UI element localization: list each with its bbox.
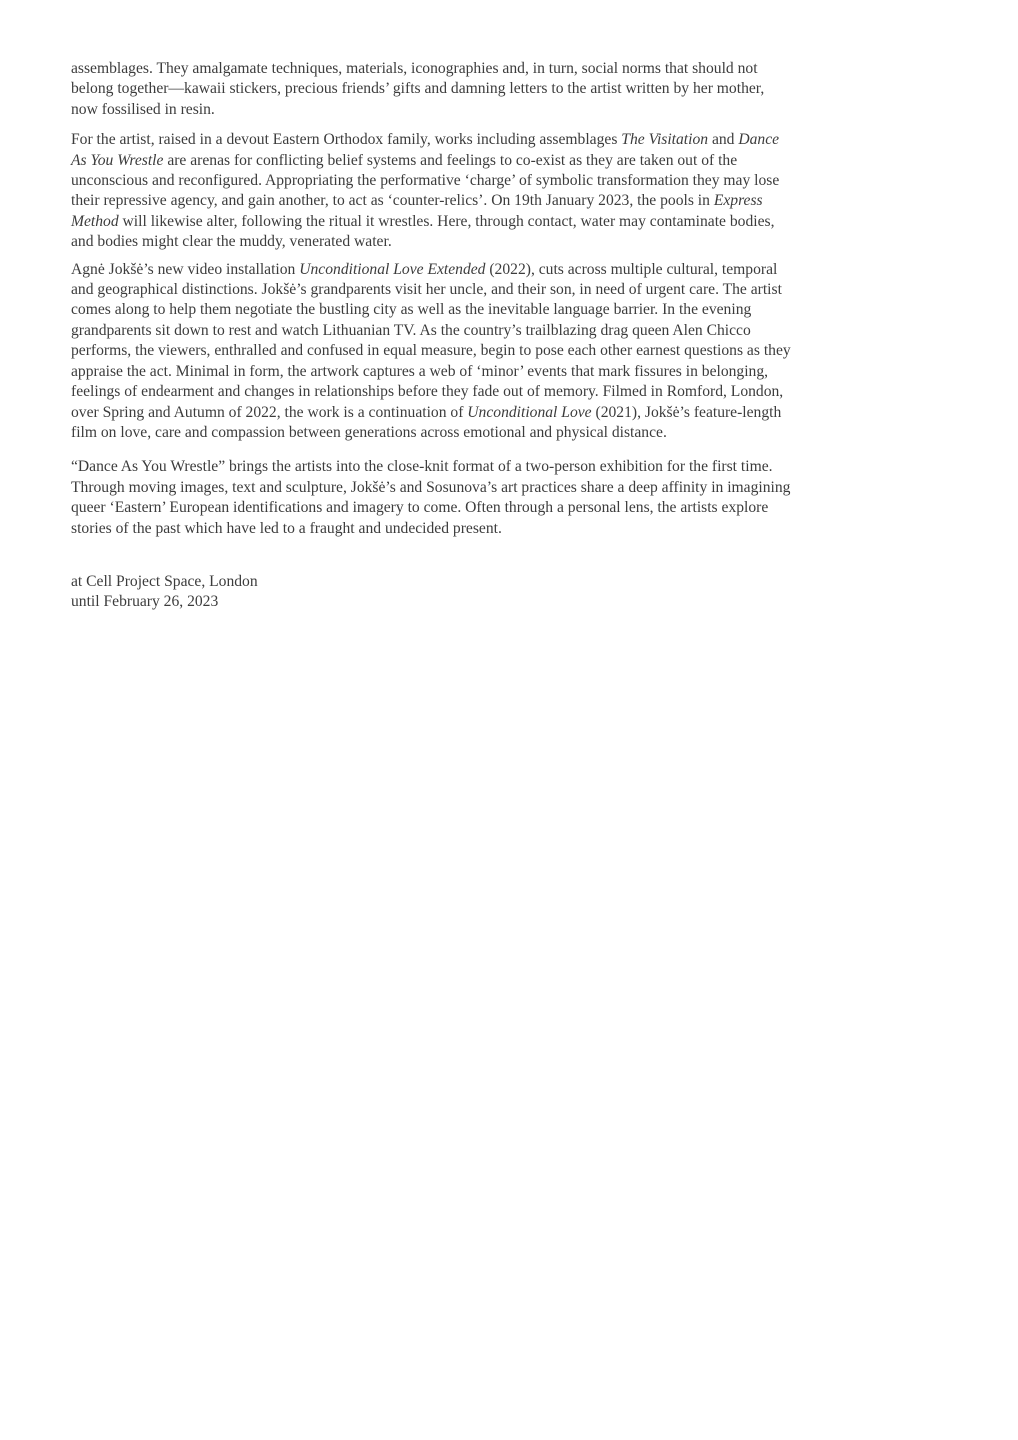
paragraph-video-installation <box>71 260 791 444</box>
text-run: (2021), Jokšė’s feature-length film on love, care and compassion between generations across emotional and physical distance. <box>71 403 782 441</box>
text-run: are arenas for conflicting belief systems and feelings to co-exist as they are taken out of the unconscious and reconfigured. Appropriating the performative ‘charge’ of symbolic transformation they may lose their repressive agency, and gain another, to act as ‘counter-relics’. On 19th January 2023, the pools in <box>71 151 780 210</box>
text-run: For the artist, raised in a devout Eastern Orthodox family, works including assemblages <box>71 131 622 149</box>
work-title-unconditional-love-extended: Unconditional Love Extended <box>299 260 486 278</box>
article-body <box>71 59 791 613</box>
venue-line: at Cell Project Space, London <box>71 572 258 590</box>
dates-line: until February 26, 2023 <box>71 593 219 611</box>
text-run: will likewise alter, following the ritual it wrestles. Here, through contact, water may contaminate bodies, and bodies might clear the muddy, venerated water. <box>71 212 775 251</box>
text-run: and <box>708 131 739 149</box>
text-run: Agnė Jokšė’s new video installation <box>71 260 300 278</box>
paragraph-exhibition-summary: “Dance As You Wrestle” brings the artists into the close-knit format of a two-person exhibition for the first time. Through moving images, text and sculpture, Jokšė’s and Sosunova’s art practices share a deep affinity in imagining queer ‘Eastern’ European identifications and imagery to come. Often through a personal lens, the artists explore stories of the past which have led to a fraught and undecided present. <box>71 458 791 537</box>
text-run: (2022), cuts across multiple cultural, temporal and geographical distinctions. Jokšė’s grandparents visit her uncle, and their son, in need of urgent care. The artist comes along to help them negotiate the bustling city as well as the inevitable language barrier. In the evening grandparents sit down to rest and watch Lithuanian TV. As the country’s trailblazing drag queen Alen Chicco performs, the viewers, enthralled and confused in equal measure, begin to pose each other earnest questions as they appraise the act. Minimal in form, the artwork captures a web of ‘minor’ events that mark fissures in belonging, feelings of endearment and changes in relationships before they fade out of memory. Filmed in Romford, London, over Spring and Autumn of 2022, the work is a continuation of <box>71 260 791 421</box>
work-title-unconditional-love: Unconditional Love <box>467 403 592 421</box>
work-title-dance-as-you-wrestle: Dance As You Wrestle <box>71 131 780 169</box>
paragraph-orthodox-family <box>71 130 791 252</box>
paragraph-assemblages: assemblages. They amalgamate techniques, materials, iconographies and, in turn, social norms that should not belong together—kawaii stickers, precious friends’ gifts and damning letters to the artist written by her mother, now fossilised in resin. <box>71 60 765 118</box>
work-title-express-method: Express Method <box>71 192 763 230</box>
work-title-visitation: The Visitation <box>621 131 709 149</box>
